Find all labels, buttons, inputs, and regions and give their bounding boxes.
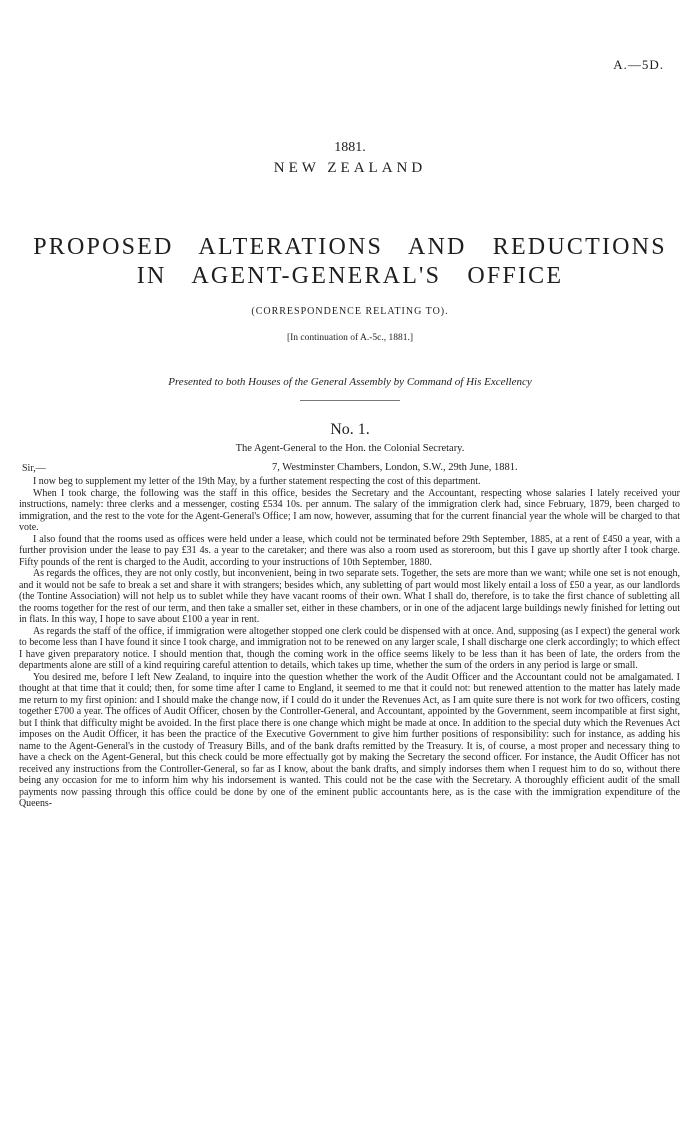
- body-paragraph: As regards the staff of the office, if immigration were altogether stopped one clerk could be dispensed with at once. And, supposing (as I expect) the general work to become less than I have found it since I took charge, and immigration not to be renewed on any larger scale, I shall discharge one clerk accordingly; to which effect I have given preparatory notice. I should mention that, though the coming work in the office seems likely to be less than it has been of late, the orders from the departments alone are still of a kind requiring careful attention to details, which takes up time, whether the sum of the orders in any period is large or small.: [19, 625, 680, 672]
- body-paragraph: When I took charge, the following was the staff in this office, besides the Secretary and the Accountant, respecting whose salaries I lately received your instructions, namely: three clerks and a messenger, costing £534 10s. per annum. The salary of the immigration clerk had, since February, 1879, been charged to immigration, and the rest to the vote for the Agent-General's Office; I am now, however, assuming that for the current financial year the whole will be charged to that vote.: [19, 487, 680, 534]
- country-heading: NEW ZEALAND: [273, 160, 427, 176]
- divider-rule: [300, 400, 400, 401]
- document-reference: A.—5D.: [613, 57, 664, 72]
- letter-salutation: Sir,—: [22, 463, 46, 474]
- presentation-line: Presented to both Houses of the General Assembly by Command of His Excellency: [168, 376, 532, 388]
- letter-heading: The Agent-General to the Hon. the Colonial Secretary.: [235, 443, 465, 454]
- letter-number: No. 1.: [330, 421, 370, 438]
- continuation-note: [In continuation of A.-5c., 1881.]: [286, 333, 414, 343]
- document-year: 1881.: [334, 140, 366, 155]
- body-paragraph: You desired me, before I left New Zealand, to inquire into the question whether the work of the Audit Officer and the Accountant could not be amalgamated. I thought at that time that it could; then, for some time after I came to England, it seemed to me that it could not: but renewed attention to the matter has lately made me return to my first opinion: and I should make the change now, if I could do it under the Revenues Act, as I am quite sure there is not work for two officers, costing together £700 a year. The offices of Audit Officer, chosen by the Controller-General, and Accountant, appointed by the Government, seem incompatible at first sight, but I think that difficulty might be avoided. In the first place there is one change which might be made at once. In addition to the special duty which the Revenues Act imposes on the Audit Officer, it has been the practice of the Executive Government to give him further positions of responsibility: such for instance, as adding his name to the Agent-General's in the custody of Treasury Bills, and of the bank drafts remitted by the Treasury. It is, of course, a most proper and necessary thing to have a check on the Agent-General, but this check could be more effectually got by making the Secretary the second officer. For instance, the Audit Officer has not received any instructions from the Controller-General, so far as I know, about the bank drafts, and simply indorses them when I request him to do so, without there being any occasion for me to inform him why his indorsement is wanted. This could not be the case with the Secretary. A thoroughly efficient audit of the small payments now passing through this office could be done by one of the eminent public accountants here, as is the case with the immigration expenditure of the Queens-: [19, 671, 680, 810]
- title-subtitle: (CORRESPONDENCE RELATING TO).: [251, 306, 449, 317]
- letter-body: [19, 476, 680, 810]
- body-paragraph: I now beg to supplement my letter of the 19th May, by a further statement respecting the cost of this department.: [33, 476, 481, 487]
- letter-address: 7, Westminster Chambers, London, S.W., 29th June, 1881.: [272, 462, 518, 473]
- body-paragraph: I also found that the rooms used as offices were held under a lease, which could not be terminated before 29th September, 1885, at a rent of £450 a year, with a further provision under the lease to pay £31 4s. a year to the caretaker; and there was also a room used as storeroom, but this I gave up shortly after I took charge. Fifty pounds of the rent is charged to the Audit, according to your instructions of 10th September, 1880.: [19, 533, 680, 568]
- body-paragraph: As regards the offices, they are not only costly, but inconvenient, being in two separate sets. Together, the sets are more than we want; while one set is not enough, and it would not be safe to break a set and share it with strangers; besides which, any subletting of part would most likely entail a loss of £50 a year, as our landlords (the Tontine Association) will not help us to sublet while they have vacant rooms of their own. What I shall do, therefore, is to take the first chance of subletting all the rooms together for the rest of our term, and then take a smaller set, either in these chambers, or in one of the adjacent large buildings newly finished for letting out in flats. In this way, I hope to save about £100 a year in rent.: [19, 568, 680, 626]
- title-line-1: PROPOSED ALTERATIONS AND REDUCTIONS: [33, 234, 667, 260]
- title-line-2: IN AGENT-GENERAL'S OFFICE: [136, 263, 564, 289]
